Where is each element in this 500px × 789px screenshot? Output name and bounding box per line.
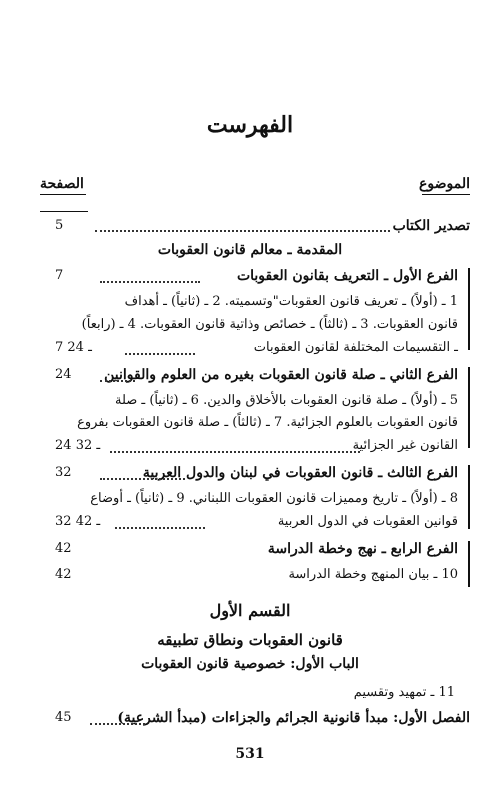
- toc-entry-preface: تصدير الكتاب: [392, 218, 470, 234]
- entry-bracket: [468, 541, 470, 587]
- dot-leader: [100, 281, 200, 283]
- entry-bracket: [468, 465, 470, 529]
- page-ref-branch-1: 7: [55, 268, 64, 283]
- page-header-underline: [40, 194, 86, 195]
- page-ref-preface: 5: [55, 218, 64, 233]
- toc-entry-branch-4: الفرع الرابع ـ نهج وخطة الدراسة: [267, 541, 458, 557]
- toc-entry-branch-2: الفرع الثاني ـ صلة قانون العقوبات بغيره من العلوم والقوانين: [104, 367, 458, 383]
- branch-1-line-2: قانون العقوبات. 3 ـ (ثالثاً) ـ خصائص وذاتية قانون العقوبات. 4 ـ (رابعاً): [81, 317, 458, 332]
- entry-bracket: [468, 268, 470, 350]
- branch-3-line-2: قوانين العقوبات في الدول العربية: [277, 514, 458, 529]
- toc-entry-branch-1: الفرع الأول ـ التعريف بقانون العقوبات: [236, 268, 458, 284]
- dot-leader: [125, 353, 195, 355]
- page-title: الفهرست: [206, 112, 294, 138]
- column-header-topic: الموضوع: [419, 176, 470, 192]
- page-ref-branch-3: 32: [55, 465, 72, 480]
- dot-leader: [100, 478, 185, 480]
- page-range-branch-2: 24 ـ 32: [55, 438, 101, 453]
- toc-entry-item-11: 11 ـ تمهيد وتقسيم: [353, 685, 455, 700]
- branch-2-line-2: قانون العقوبات بالعلوم الجزائية. 7 ـ (ثالثاً) ـ صلة قانون العقوبات بفروع: [77, 415, 458, 430]
- page-ref-branch-4: 42: [55, 541, 72, 556]
- topic-header-underline: [422, 194, 470, 195]
- branch-1-line-1: 1 ـ (أولاً) ـ تعريف قانون العقوبات"وتسميته. 2 ـ (ثانياً) ـ أهداف: [124, 294, 458, 309]
- intro-heading: المقدمة ـ معالم قانون العقوبات: [157, 242, 343, 258]
- page-range-branch-3: 32 ـ 42: [55, 514, 101, 529]
- branch-3-line-1: 8 ـ (أولاً) ـ تاريخ ومميزات قانون العقوبات اللبناني. 9 ـ (ثانياً) ـ أوضاع: [90, 491, 458, 506]
- dot-leader: [115, 527, 205, 529]
- page-range-branch-4: 42: [55, 567, 72, 582]
- dot-leader: [110, 451, 360, 453]
- chapter-1-heading: الباب الأول: خصوصية قانون العقوبات: [141, 656, 359, 672]
- branch-2-line-1: 5 ـ (أولاً) ـ صلة قانون العقوبات بالأخلاق والدين. 6 ـ (ثانياً) ـ صلة: [114, 393, 458, 408]
- dot-leader: [90, 723, 145, 725]
- page-ref-branch-2: 24: [55, 367, 72, 382]
- page-column-rule: [40, 211, 88, 212]
- dot-leader: [95, 230, 390, 232]
- branch-1-line-3: ـ التقسيمات المختلفة لقانون العقوبات: [253, 340, 458, 355]
- page-number: 531: [235, 746, 265, 762]
- part-1-heading: القسم الأول: [209, 601, 291, 620]
- branch-2-line-3: القانون غير الجزائية: [352, 438, 458, 453]
- page-range-branch-1: 7 ـ 24: [55, 340, 92, 355]
- toc-entry-branch-3: الفرع الثالث ـ قانون العقوبات في لبنان والدول العربية: [142, 465, 458, 481]
- page-ref-section-1: 45: [55, 710, 72, 725]
- branch-4-line-1: 10 ـ بيان المنهج وخطة الدراسة: [288, 567, 458, 582]
- column-header-page: الصفحة: [40, 176, 84, 192]
- toc-entry-section-1: الفصل الأول: مبدأ قانونية الجرائم والجزاءات (مبدأ الشرعية): [117, 710, 470, 726]
- part-1-subheading: قانون العقوبات ونطاق تطبيقه: [157, 631, 343, 649]
- dot-leader: [100, 380, 135, 382]
- entry-bracket: [468, 367, 470, 448]
